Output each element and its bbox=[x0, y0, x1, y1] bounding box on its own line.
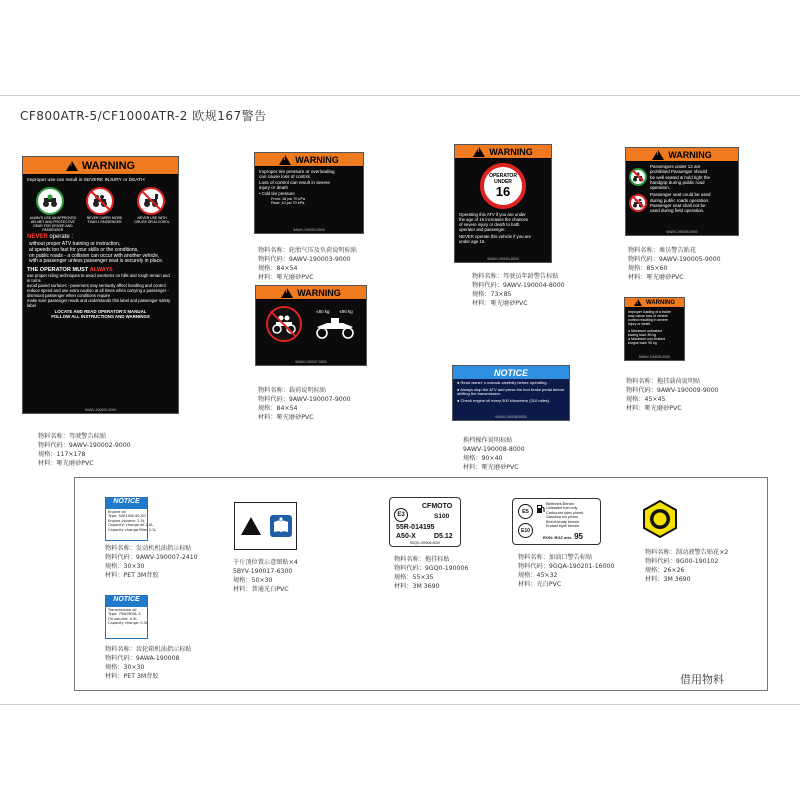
tire-line: Loss of control can result in severe bbox=[259, 179, 330, 185]
caption-line: 物料名称：拖挂载荷说明贴 bbox=[626, 378, 701, 385]
notice-line: Type: 75W/90GL-5 bbox=[108, 612, 141, 617]
tire-pressure-decal bbox=[254, 152, 364, 234]
warning-header bbox=[256, 286, 366, 300]
fuel-line: Unleaded fuel only bbox=[546, 506, 578, 511]
driver-icon-row bbox=[23, 185, 178, 215]
tire-line: can cause loss of control. bbox=[259, 174, 311, 180]
caption-line: 物料名称：加油口警告标贴 bbox=[518, 554, 593, 561]
caption-line: 规格：84×54 bbox=[258, 405, 298, 412]
notice-heading: NOTICE bbox=[106, 498, 147, 509]
sign-top-text: OPERATOR UNDER bbox=[489, 173, 517, 185]
caption-line: 规格：30×30 bbox=[105, 664, 145, 671]
caption-line: 规格：50×30 bbox=[233, 577, 273, 584]
tire-line: • Cold tire pressure bbox=[259, 190, 295, 196]
warning-header bbox=[625, 298, 684, 308]
warning-heading: WARNING bbox=[668, 149, 712, 160]
ron-label: RON: ROZ min. bbox=[543, 535, 573, 540]
age-warning-decal bbox=[454, 144, 552, 263]
page-title: CF800ATR-5/CF1000ATR-2 欧规167警告 bbox=[20, 109, 267, 123]
caption-line: 材料：哑光磨砂PVC bbox=[626, 405, 682, 412]
warning-triangle-icon bbox=[281, 288, 293, 298]
front-rack-label: ≤60 kg bbox=[316, 309, 330, 315]
passenger-warning-decal bbox=[625, 147, 739, 236]
notice-line: Engine volume: 2.5L bbox=[108, 518, 145, 523]
caption-line: 物料代码：9AWV-190005-9000 bbox=[628, 256, 721, 263]
warning-triangle-icon bbox=[66, 161, 78, 171]
decal-code: 9AWV-190008-8000 bbox=[495, 415, 527, 419]
atv-icon bbox=[313, 315, 357, 339]
trailer-nameplate bbox=[389, 497, 461, 547]
never-bullet: on public roads - a collision can occur with another vehicle, bbox=[29, 252, 160, 259]
towing-line: tongue load: 90 kg bbox=[628, 340, 657, 345]
no-extra-passenger-icon bbox=[86, 187, 114, 215]
age-line: operator and passenger. bbox=[459, 227, 506, 233]
notice-heading: NOTICE bbox=[493, 367, 528, 378]
caption-line: 规格：26×26 bbox=[645, 567, 685, 574]
notice-line: Engine oil bbox=[108, 510, 126, 514]
age-line: the age of 16 increases the chances bbox=[459, 217, 529, 223]
caption-line: 材料：光白PVC bbox=[518, 581, 562, 588]
tire-caption bbox=[258, 246, 357, 282]
tire-line: injury or death bbox=[259, 185, 289, 191]
caption-line: 物料名称：载荷说明标贴 bbox=[258, 387, 327, 394]
caption-line: 材料：哑光磨砂PVC bbox=[38, 460, 94, 467]
caption-line: 规格：85×60 bbox=[628, 265, 668, 272]
load-illustrations bbox=[256, 300, 366, 348]
caption-line: 材料：哑光磨砂PVC bbox=[258, 274, 314, 281]
jack-caption bbox=[233, 558, 298, 594]
passenger-line: Passenger seat shall not be bbox=[650, 203, 706, 209]
caption-line: 材料：3M 3690 bbox=[645, 576, 691, 583]
e3-text: E3 bbox=[397, 512, 405, 518]
age-line: of severe injury or death to both bbox=[459, 222, 520, 228]
tire-line: Rear: 10 psi 70 kPa bbox=[271, 201, 305, 206]
decal-code: 9AWV-190009-9000 bbox=[638, 355, 671, 359]
towing-line: towing load: 80 kg bbox=[628, 332, 657, 337]
passenger-line: during public roads operation. bbox=[650, 197, 710, 203]
caption-line: 材料：3M 3690 bbox=[394, 583, 440, 590]
caption-line: 物料代码：9AWA-190008 bbox=[105, 655, 180, 662]
caption-line: 材料：哑光磨砂PVC bbox=[628, 274, 684, 281]
nameplate-caption bbox=[394, 555, 468, 591]
notice-text bbox=[453, 379, 569, 406]
caption-line: 材料：PET 3M背胶 bbox=[105, 572, 159, 579]
warning-header bbox=[23, 157, 178, 175]
shift-notice-decal bbox=[452, 365, 570, 421]
no-drugs-alcohol-icon bbox=[137, 187, 165, 215]
caption-line: 物料名称：驾驶员年龄警告标贴 bbox=[472, 273, 559, 280]
passenger-line: handgrip during public road bbox=[650, 179, 705, 185]
always-bullet: reduce speed and use extra caution at all times when carrying a passenger - dismount passenger when conditions require bbox=[27, 287, 169, 298]
age-line: Operating this ATV if you are under bbox=[459, 212, 526, 217]
always-bullet: make sure passenger reads and understands this label and passenger safety label bbox=[27, 297, 171, 308]
notice-line: Transmission oil bbox=[108, 608, 137, 612]
notice-line: ● Read owner' s manual carefully before operating. bbox=[457, 380, 548, 385]
caption-line: 物料代码：9AWV-190007-9000 bbox=[258, 396, 351, 403]
caption-line: 9AWV-190008-8000 bbox=[463, 446, 525, 453]
towing-text bbox=[625, 308, 684, 347]
fuel-line: Gasolina sin plomo bbox=[546, 515, 579, 520]
caption-line: 规格：73×85 bbox=[472, 291, 512, 298]
e10-text: E10 bbox=[521, 527, 530, 534]
decal-code: 9AWV-190007-9000 bbox=[295, 360, 327, 364]
e5-badge bbox=[518, 504, 533, 519]
no-passengers-icon bbox=[266, 306, 302, 342]
notice-caption bbox=[463, 436, 525, 472]
driver-icon-captions bbox=[23, 215, 178, 233]
always-bullet: use proper riding techniques to avoid overturns on hills and rough terrain and in turns bbox=[27, 272, 170, 283]
towing-line: may cause loss of vehicle bbox=[628, 314, 668, 319]
under-16-sign bbox=[480, 163, 526, 209]
fuel-cap-decal bbox=[512, 498, 601, 545]
approval-1: 55R-014195 bbox=[396, 524, 435, 531]
tire-line: From: 18 psi 70 kPa bbox=[271, 196, 305, 201]
decal-code: 9AWV-190002-9000 bbox=[84, 408, 117, 412]
age-text bbox=[455, 211, 551, 245]
decal-code: 9AWV-190004-8000 bbox=[487, 257, 519, 261]
fuel-line: Bezolovnatý benzín bbox=[546, 519, 580, 524]
passenger-text-1 bbox=[647, 164, 710, 190]
notice-line: ● Always stop the ATV and press the foot brake pedal before shifting the transmission. bbox=[457, 386, 565, 397]
passenger-row-1 bbox=[626, 162, 738, 190]
brake-caption bbox=[645, 548, 728, 584]
caption-line: 材料：哑光磨砂PVC bbox=[258, 414, 314, 421]
caption-line: 规格：90×40 bbox=[463, 455, 503, 462]
passenger-caption bbox=[628, 246, 721, 282]
brake-fluid-nut-icon bbox=[641, 500, 679, 538]
notice-body bbox=[106, 509, 157, 533]
icon-caption: NEVER USE WITH DRUGS OR ALCOHOL bbox=[134, 215, 170, 224]
jack-position-decal bbox=[234, 502, 297, 550]
caption-line: 换档操作说明标贴 bbox=[463, 437, 513, 444]
driver-caption bbox=[38, 432, 131, 468]
caption-line: 规格：45×45 bbox=[626, 396, 666, 403]
warning-heading: WARNING bbox=[297, 287, 341, 298]
manual-book-icon bbox=[270, 515, 292, 537]
child-passenger-icon bbox=[629, 168, 647, 186]
fuel-line: Carburant sans plomb bbox=[546, 510, 584, 515]
operate-word: operate : bbox=[49, 233, 74, 240]
model-text: S100 bbox=[434, 513, 450, 520]
towing-line: injury or death. bbox=[628, 322, 652, 327]
engine-oil-notice bbox=[105, 497, 157, 541]
passenger-line: used during field operation. bbox=[650, 208, 705, 214]
caption-line: 物料代码：9AWV-190007-2410 bbox=[105, 554, 198, 561]
always-word: ALWAYS bbox=[89, 267, 113, 274]
approval-3: D5.12 bbox=[434, 533, 453, 540]
fuel-caption bbox=[518, 553, 614, 589]
towing-line: ● Maximum unbraked bbox=[628, 328, 662, 333]
warning-heading: WARNING bbox=[295, 154, 339, 165]
e10-badge bbox=[518, 523, 533, 538]
caption-line: 物料名称：拖挂标贴 bbox=[394, 556, 450, 563]
towing-line: control resulting in severe bbox=[628, 318, 668, 323]
driver-warning-decal bbox=[22, 156, 179, 414]
warning-triangle-icon bbox=[473, 147, 485, 157]
caption-line: 物料代码：9GQ0-190006 bbox=[394, 565, 469, 572]
towing-line: Improper loading of a trailer bbox=[628, 310, 671, 314]
notice-line: Capacity: change oil 2.0L bbox=[108, 523, 154, 528]
passenger-text-2 bbox=[647, 192, 711, 213]
engine-oil-caption bbox=[105, 544, 198, 580]
notice-header bbox=[453, 366, 569, 379]
age-line: NEVER operate this vehicle if you are bbox=[459, 234, 531, 240]
borrowed-materials-label: 借用物料 bbox=[680, 673, 724, 686]
caption-line: 物料代码：9AWV-190004-8000 bbox=[472, 282, 565, 289]
e3-badge bbox=[394, 508, 408, 522]
gearbox-oil-caption bbox=[105, 645, 192, 681]
age-caption bbox=[472, 272, 565, 308]
notice-line: Capacity change: 0.5L bbox=[108, 621, 149, 626]
warning-triangle-icon bbox=[634, 299, 642, 306]
e5-text: E5 bbox=[522, 508, 529, 515]
warning-triangle-icon bbox=[279, 155, 291, 165]
caption-line: 材料：哑光磨砂PVC bbox=[472, 300, 528, 307]
caption-line: 规格：45×32 bbox=[518, 572, 558, 579]
caption-line: 物料代码：9AWV-190009-9000 bbox=[626, 387, 719, 394]
passenger-line: prohibited Passenger should bbox=[650, 169, 708, 175]
driver-line1: Improper use can result in SEVERE INJURY or DEATH bbox=[27, 178, 145, 183]
must-prefix: THE OPERATOR MUST bbox=[27, 267, 89, 274]
caption-line: 物料名称：齿轮箱机油指示标贴 bbox=[105, 646, 192, 653]
load-decal bbox=[255, 285, 367, 366]
notice-line: ● Check engine oil every 500 kilometers (310 miles). bbox=[457, 398, 551, 404]
gearbox-oil-notice bbox=[105, 595, 148, 639]
manual-line: FOLLOW ALL INSTRUCTIONS AND WARNINGS bbox=[51, 313, 150, 319]
never-word: NEVER bbox=[27, 233, 48, 240]
caption-line: 物料名称：驾驶警告标贴 bbox=[38, 433, 107, 440]
rack-load-group bbox=[313, 309, 357, 338]
caption-line: 材料：PET 3M背胶 bbox=[105, 673, 159, 680]
passenger-line: Passenger seat could be used bbox=[650, 192, 711, 198]
caption-line: 规格：55×35 bbox=[394, 574, 434, 581]
caption-line: 5BYV-190017-6300 bbox=[233, 568, 293, 575]
brand-text: CFMOTO bbox=[422, 503, 453, 510]
decal-code: 9AWV-190003-9000 bbox=[293, 228, 325, 232]
passenger-line: be well seated & hold tight the bbox=[650, 174, 711, 180]
ron-row bbox=[543, 532, 583, 541]
caption-line: 物料名称：发动机机油指示标贴 bbox=[105, 545, 192, 552]
ron-value: 95 bbox=[574, 532, 584, 541]
age-sign-wrap bbox=[455, 159, 551, 211]
icon-caption: ALWAYS USE AN APPROVED HELMET AND PROTECTIVE GEAR FOR DRIVER AND PASSENGER bbox=[29, 215, 77, 232]
passenger-line: operation. bbox=[650, 185, 671, 191]
notice-line: Oil volume: 0.5L bbox=[108, 616, 138, 621]
caption-line: 材料：普通光白PVC bbox=[233, 586, 289, 593]
tire-text bbox=[255, 167, 363, 208]
decal-code: 9AWV-190005-9000 bbox=[666, 230, 698, 234]
warning-heading: WARNING bbox=[489, 146, 533, 157]
towing-caption bbox=[626, 377, 719, 413]
caption-line: 规格：30×30 bbox=[105, 563, 145, 570]
sign-number: 16 bbox=[495, 184, 511, 199]
warning-header bbox=[626, 148, 738, 162]
notice-line: Type: SAE10W-40-SG bbox=[108, 514, 146, 519]
passenger-row-2 bbox=[626, 190, 738, 213]
icon-caption: NEVER CARRY MORE THAN 1 PASSENGER bbox=[86, 215, 123, 224]
notice-heading: NOTICE bbox=[106, 596, 147, 607]
fuel-pump-icon bbox=[537, 504, 545, 513]
never-bullet: with a passenger unless passenger seat is securely in place. bbox=[29, 258, 164, 265]
manual-line: LOCATE AND READ OPERATOR'S MANUAL bbox=[54, 308, 147, 314]
caption-line: 物料代码：9AWV-190002-9000 bbox=[38, 442, 131, 449]
load-caption bbox=[258, 386, 351, 422]
never-bullet: at speeds too fast for your skills or the conditions, bbox=[29, 246, 139, 253]
caption-line: 规格：117×178 bbox=[38, 451, 86, 458]
towing-load-decal bbox=[624, 297, 685, 361]
jack-triangle-icon bbox=[239, 514, 263, 538]
passenger-line: Passengers under 12 are bbox=[650, 164, 701, 169]
fuel-lines bbox=[546, 502, 583, 528]
notice-body bbox=[106, 607, 147, 627]
age-line: under age 16. bbox=[459, 239, 486, 245]
warning-triangle-icon bbox=[652, 150, 664, 160]
caption-line: 物料名称：乘员警告贴花 bbox=[628, 247, 697, 254]
warning-header bbox=[255, 153, 363, 167]
caption-line: 物料代码：9AWV-190003-9000 bbox=[258, 256, 351, 263]
fuel-line: Endast blyfri bensin bbox=[546, 524, 580, 529]
caption-line: 材料：哑光磨砂PVC bbox=[463, 464, 519, 471]
caption-line: 规格：84×54 bbox=[258, 265, 298, 272]
caption-line: 物料名称：轮胎气压及负荷说明标贴 bbox=[258, 247, 357, 254]
caption-line: 物料名称：制动液警告贴花×2 bbox=[645, 549, 729, 556]
helmet-icon bbox=[36, 187, 64, 215]
always-bullet: avoid paved surfaces - pavement may seriously affect handling and control bbox=[27, 282, 166, 288]
tire-line: Improper tire pressure or overloading bbox=[259, 169, 335, 174]
warning-heading: WARNING bbox=[646, 299, 675, 306]
fuel-line: Bleifreies Benzin bbox=[546, 502, 575, 506]
field-passenger-icon bbox=[629, 194, 647, 212]
never-bullet: without proper ATV training or instruction, bbox=[29, 240, 121, 247]
notice-line: Capacity change filter 2.1L bbox=[108, 527, 157, 532]
caption-line: 物料代码：9G00-190102 bbox=[645, 558, 719, 565]
rear-rack-label: ≤90 kg bbox=[339, 309, 353, 315]
approval-2: A50-X bbox=[396, 533, 416, 540]
towing-line: ● Maximum non-braked bbox=[628, 336, 665, 341]
caption-line: 千斤顶位置示意图贴×4 bbox=[233, 559, 298, 566]
warning-header bbox=[455, 145, 551, 159]
warning-heading: WARNING bbox=[81, 159, 136, 172]
caption-line: 物料代码：9GQA-190201-16000 bbox=[518, 563, 615, 570]
nameplate-code: 9GQ0-190006-9000 bbox=[409, 541, 441, 545]
